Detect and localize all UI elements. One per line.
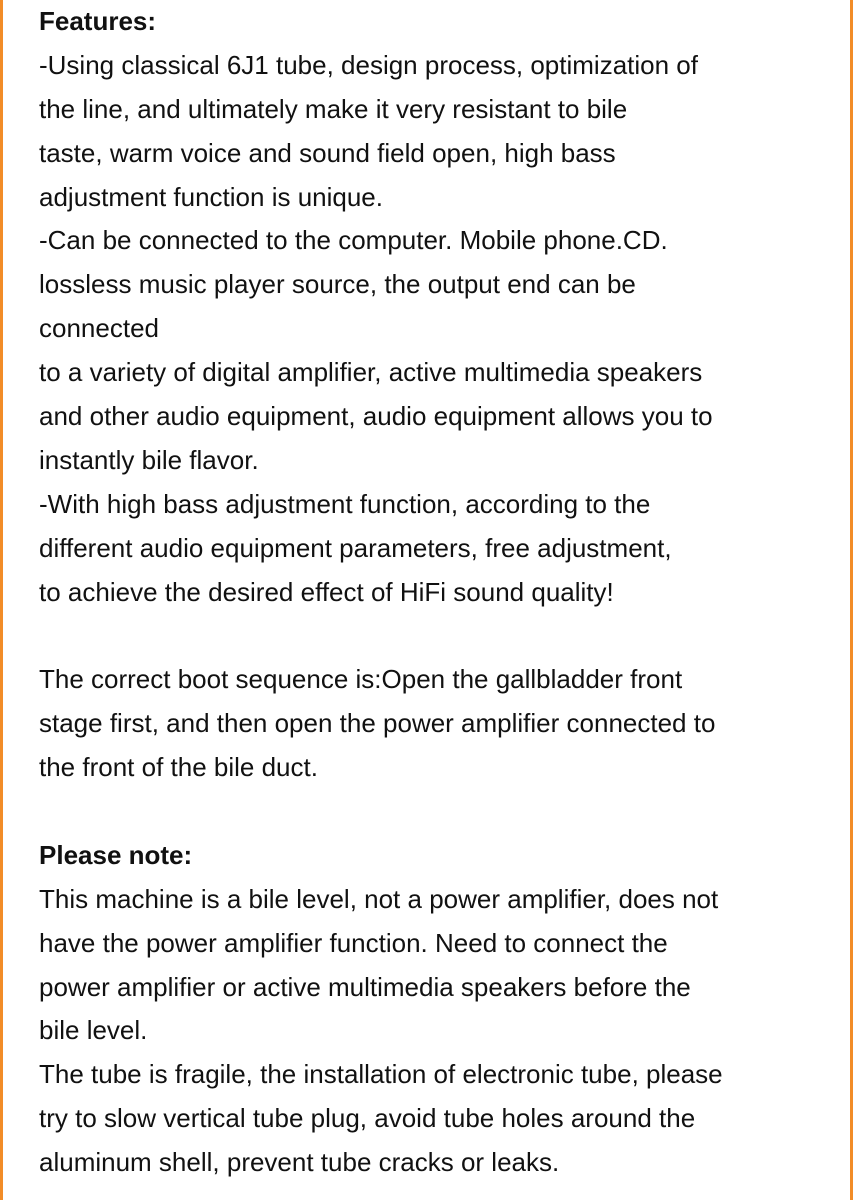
- note-line: The tube is fragile, the installation of electronic tube, please: [39, 1059, 723, 1090]
- features-line: to a variety of digital amplifier, active multimedia speakers: [39, 357, 703, 388]
- frame-border-left: [0, 0, 3, 1200]
- paragraph-spacer: [39, 614, 839, 658]
- features-line: adjustment function is unique.: [39, 181, 383, 212]
- features-line: instantly bile flavor.: [39, 444, 259, 475]
- features-line: the line, and ultimately make it very resistant to bile: [39, 93, 628, 124]
- note-line: try to slow vertical tube plug, avoid tube holes around the: [39, 1103, 696, 1134]
- features-line: to achieve the desired effect of HiFi sound quality!: [39, 576, 614, 607]
- features-heading: Features:: [39, 6, 157, 36]
- boot-sequence-line: the front of the bile duct.: [39, 752, 318, 783]
- boot-sequence-line: stage first, and then open the power amplifier connected to: [39, 708, 716, 739]
- note-line: have the power amplifier function. Need to connect the: [39, 927, 668, 958]
- note-line: This machine is a bile level, not a power amplifier, does not: [39, 883, 719, 914]
- features-line: different audio equipment parameters, free adjustment,: [39, 532, 672, 563]
- note-line: power amplifier or active multimedia speakers before the: [39, 971, 691, 1002]
- paragraph-spacer: [39, 790, 839, 834]
- features-line: and other audio equipment, audio equipment allows you to: [39, 401, 713, 432]
- features-line: -With high bass adjustment function, according to the: [39, 488, 651, 519]
- features-line: lossless music player source, the output end can be: [39, 269, 636, 300]
- note-line: bile level.: [39, 1015, 148, 1046]
- features-line: taste, warm voice and sound field open, high bass: [39, 137, 616, 168]
- note-heading: Please note:: [39, 839, 193, 870]
- features-line: -Using classical 6J1 tube, design process, optimization of: [39, 49, 698, 80]
- features-line: connected: [39, 313, 159, 344]
- description-text-block: [39, 0, 839, 1185]
- boot-sequence-line: The correct boot sequence is:Open the gallbladder front: [39, 664, 683, 695]
- note-line: aluminum shell, prevent tube cracks or leaks.: [39, 1147, 560, 1178]
- features-line: -Can be connected to the computer. Mobile phone.CD.: [39, 225, 668, 256]
